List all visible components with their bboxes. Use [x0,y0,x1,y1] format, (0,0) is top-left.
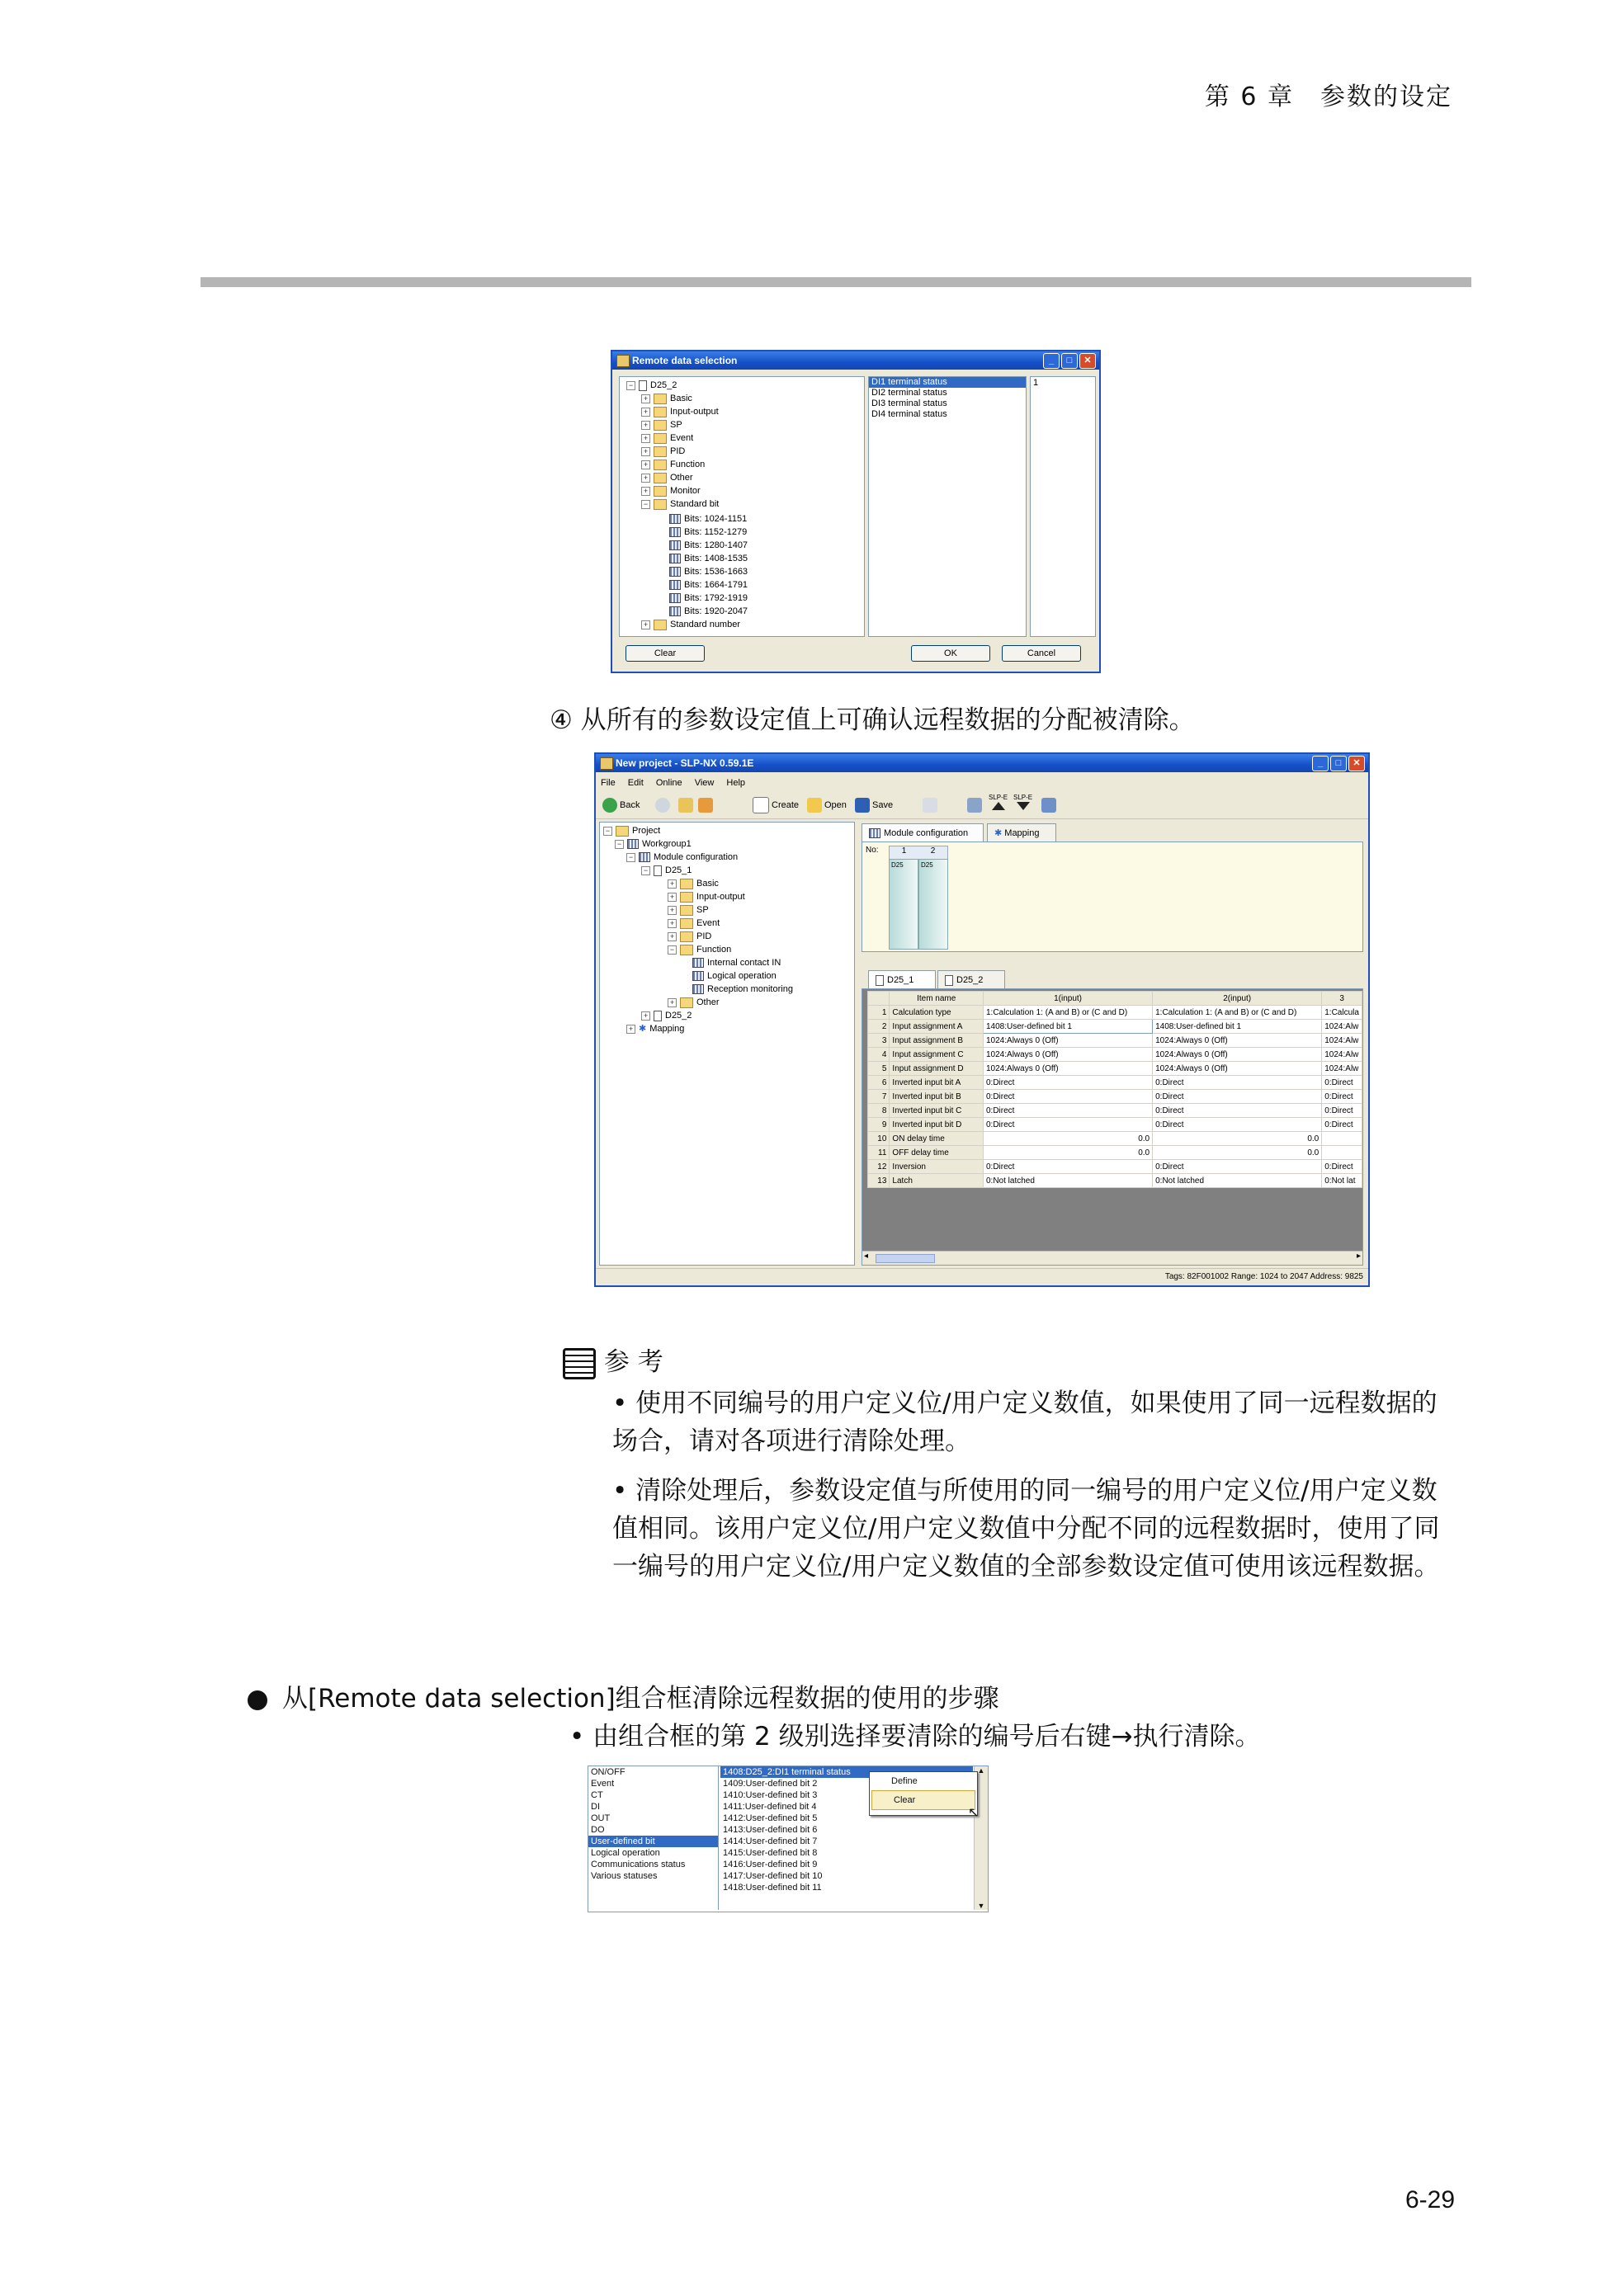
grid-icon [692,971,704,981]
scroll-right-icon[interactable]: ▸ [1356,1252,1361,1261]
collapse-icon[interactable]: − [641,500,650,509]
chapter-header: 第 6 章 参数的设定 [1204,83,1452,111]
bits-icon [669,514,681,524]
category-item[interactable]: Communications status [591,1860,686,1869]
close-icon[interactable]: ✕ [1079,353,1096,369]
device-icon [639,380,647,391]
collapse-icon[interactable]: − [641,866,650,875]
upload-arrow-icon [992,802,1005,810]
value-cell[interactable]: 1024:Always 0 (Off) [984,1062,1153,1076]
tree-folder-item[interactable]: + Basic [668,877,719,890]
folder-icon [654,486,667,497]
table-row [868,1118,1362,1132]
value-cell[interactable]: 0:Direct [1153,1104,1322,1118]
category-item[interactable]: DO [591,1825,605,1835]
tree-folder-item[interactable]: + Input-output [668,890,745,903]
device-icon [945,975,953,986]
value-cell[interactable] [1322,1146,1362,1160]
create-button[interactable]: Create [753,797,799,813]
tree-function-item[interactable]: Logical operation [692,969,777,983]
dialog-title: Remote data selection [632,355,738,366]
folder-icon [654,407,667,417]
value-cell[interactable]: 0:Direct [984,1160,1153,1174]
parameter-grid-pane[interactable] [862,988,1363,1266]
category-item[interactable]: Logical operation [591,1848,660,1858]
close-icon[interactable]: ✕ [1348,756,1365,771]
folder-up-icon [678,798,693,813]
menu-item-define[interactable]: Define [891,1776,918,1786]
item-name-cell: OFF delay time [890,1146,984,1160]
row-number: 6 [868,1076,890,1090]
bits-icon [669,554,681,563]
category-item[interactable]: User-defined bit [588,1836,718,1847]
device-icon [876,975,884,986]
slot-number-label: No: [866,846,879,855]
number-item[interactable]: 1417:User-defined bit 10 [723,1871,823,1881]
number-item[interactable]: 1415:User-defined bit 8 [723,1848,818,1858]
item-name-cell: Latch [890,1174,984,1188]
module-slot-2[interactable]: D25 [918,859,948,950]
collapse-icon[interactable]: − [603,827,612,836]
row-number: 13 [868,1174,890,1188]
toolbar [596,792,1368,819]
number-item[interactable]: 1409:User-defined bit 2 [723,1779,818,1789]
tree-module-configuration[interactable]: − Module configuration [626,851,738,864]
item-name-cell: Input assignment C [890,1048,984,1062]
tree-folder-item[interactable]: + SP [668,903,709,917]
reference-note [563,1343,1471,1586]
minimize-icon[interactable]: _ [1312,756,1329,771]
tree-folder-item[interactable]: + Monitor [641,484,701,497]
menu-item-clear[interactable]: Clear [871,1790,975,1810]
item-name-cell: ON delay time [890,1132,984,1146]
tree-project[interactable]: − Project [603,824,660,837]
column-header[interactable]: 2(input) [1153,992,1322,1006]
tree-folder-item[interactable]: + Function [641,458,705,471]
expand-icon[interactable]: + [668,932,677,941]
expand-icon[interactable]: + [641,460,650,469]
chart-button[interactable] [967,797,984,813]
module-configuration-panel [862,842,1363,952]
ok-button[interactable]: OK [911,645,990,662]
row-number: 8 [868,1104,890,1118]
note-bullet-1: • 使用不同编号的用户定义位/用户定义数值，如果使用了同一远程数据的场合，请对各项进行清除处理。 [612,1388,1438,1456]
bits-icon [669,593,681,603]
edit-tool-button[interactable] [923,797,940,813]
download-arrow-icon [1017,802,1030,810]
value-cell[interactable]: 0.0 [1153,1132,1322,1146]
expand-icon[interactable]: + [641,447,650,456]
cancel-button[interactable]: Cancel [1002,645,1081,662]
scroll-left-icon[interactable]: ◂ [864,1252,869,1261]
row-number: 11 [868,1146,890,1160]
header-divider [201,277,1471,287]
menu-bar [601,776,755,790]
back-arrow-icon [602,798,617,813]
number-item[interactable]: 1418:User-defined bit 11 [723,1883,822,1893]
category-item[interactable]: Event [591,1779,615,1789]
mouse-cursor-icon: ↖ [968,1806,980,1820]
folder-icon [654,499,667,510]
table-row [868,1048,1362,1062]
folder-icon [680,905,693,916]
folder-icon [654,620,667,630]
table-row [868,1160,1362,1174]
table-row [868,1174,1362,1188]
number-item[interactable]: 1408:D25_2:DI1 terminal status [720,1766,973,1778]
note-bullet-2: • 清除处理后，参数设定值与所使用的同一编号的用户定义位/用户定义数值相同。该用户定义位/用户定义数值中分配不同的远程数据时，使用了同一编号的用户定义位/用户定义数值的全部参数设定值可使用该远程数据。 [612,1476,1440,1582]
tree-bits-item[interactable]: Bits: 1920-2047 [669,605,748,618]
folder-icon [654,473,667,483]
expand-icon[interactable]: + [668,906,677,915]
row-number: 10 [868,1132,890,1146]
value-cell[interactable]: 0:Not lat [1322,1174,1362,1188]
menu-edit[interactable]: Edit [627,778,644,788]
expand-icon[interactable]: + [641,421,650,430]
project-window [594,752,1370,1287]
number-item[interactable]: 1410:User-defined bit 3 [723,1790,818,1800]
tree-bits-item[interactable]: Bits: 1408-1535 [669,552,748,565]
folder-icon [680,918,693,929]
value-cell[interactable]: 1024:Always 0 (Off) [984,1048,1153,1062]
bits-icon [669,580,681,590]
grid-icon [627,839,639,849]
up-folder-button[interactable] [678,797,696,813]
value-cell[interactable]: 1408:User-defined bit 1 [984,1020,1153,1034]
window-title: New project - SLP-NX 0.59.1E [616,757,754,769]
tree-folder-item[interactable]: + Other [641,471,693,484]
value-cell[interactable]: 0.0 [984,1132,1153,1146]
tree-bits-item[interactable]: Bits: 1024-1151 [669,512,747,526]
value-cell[interactable]: 1024:Alw [1322,1062,1362,1076]
value-cell[interactable]: 1024:Always 0 (Off) [1153,1062,1322,1076]
device-icon [654,865,662,876]
value-cell[interactable] [1322,1132,1362,1146]
value-cell[interactable]: 0:Not latched [984,1174,1153,1188]
tree-root[interactable]: − D25_2 [626,379,677,392]
grid-icon [692,984,704,994]
value-cell[interactable]: 0:Direct [1153,1090,1322,1104]
value-cell[interactable]: 0:Direct [1322,1160,1362,1174]
tree-folder-item[interactable]: − Standard bit [641,497,719,511]
page-number: 6-29 [1404,2186,1455,2213]
grid-icon [692,958,704,968]
section-step: • 由组合框的第 2 级别选择要清除的编号后右键→执行清除。 [569,1722,1261,1751]
expand-icon[interactable]: + [641,620,650,629]
forward-button[interactable] [655,797,673,813]
number-item[interactable]: 1414:User-defined bit 7 [723,1836,818,1846]
list-item[interactable]: DI4 terminal status [871,409,947,419]
forward-arrow-icon [655,798,670,813]
tree-workgroup[interactable]: − Workgroup1 [615,837,692,851]
category-item[interactable]: CT [591,1790,603,1800]
list-item[interactable]: DI2 terminal status [871,388,947,398]
step-4-caption: ④ 从所有的参数设定值上可确认远程数据的分配被清除。 [550,705,1195,735]
menu-view[interactable]: View [694,778,715,788]
expand-icon[interactable]: + [668,919,677,928]
value-cell[interactable]: 0:Direct [1153,1118,1322,1132]
expand-icon[interactable]: + [641,408,650,417]
table-row [868,1020,1362,1034]
tree-folder-item[interactable]: + Event [641,431,693,445]
expand-icon[interactable]: + [668,893,677,902]
tree-function-item[interactable]: Internal contact IN [692,956,781,969]
assignment-pane[interactable] [1030,376,1096,637]
item-name-cell: Input assignment A [890,1020,984,1034]
value-cell[interactable]: 1024:Always 0 (Off) [984,1034,1153,1048]
bullet-dot-icon [248,1690,267,1710]
number-item[interactable]: 1416:User-defined bit 9 [723,1860,818,1869]
folder-icon [654,394,667,404]
tree-pane[interactable] [619,376,865,637]
save-disk-icon [855,798,870,813]
item-name-cell: Inverted input bit A [890,1076,984,1090]
back-button[interactable]: Back [602,797,640,813]
row-number: 12 [868,1160,890,1174]
folder-icon [654,460,667,470]
parameter-table [867,991,1362,1188]
tab-module-configuration[interactable]: Module configuration [862,823,984,842]
tree-bits-item[interactable]: Bits: 1792-1919 [669,592,748,605]
value-cell[interactable]: 0:Direct [1153,1160,1322,1174]
menu-help[interactable]: Help [726,778,746,788]
window-titlebar [596,754,1368,772]
collapse-icon[interactable]: − [626,853,635,862]
bits-icon [669,540,681,550]
section-heading: 从[Remote data selection]组合框清除远程数据的使用的步骤 [248,1680,999,1718]
expand-icon[interactable]: + [668,998,677,1007]
row-number: 7 [868,1090,890,1104]
value-cell[interactable]: 1024:Always 0 (Off) [1153,1034,1322,1048]
expand-icon[interactable]: + [626,1025,635,1034]
column-header[interactable]: Item name [890,992,984,1006]
expand-icon[interactable]: + [668,879,677,889]
column-header[interactable]: 1(input) [984,992,1153,1006]
expand-icon[interactable]: + [641,1011,650,1021]
app-icon [600,757,613,770]
item-name-cell: Calculation type [890,1006,984,1020]
expand-icon[interactable]: + [641,434,650,443]
bits-icon [669,567,681,577]
module-slot-1[interactable]: D25 [889,859,918,950]
item-list-pane[interactable] [868,376,1027,637]
maximize-icon[interactable]: □ [1330,756,1347,771]
collapse-icon[interactable]: − [626,381,635,390]
monitor-icon [1041,798,1056,813]
open-folder-icon [807,798,822,813]
value-cell[interactable]: 0:Direct [984,1118,1153,1132]
value-cell[interactable]: 0:Direct [984,1090,1153,1104]
value-cell[interactable]: 1024:Always 0 (Off) [1153,1048,1322,1062]
project-tree-pane[interactable] [599,822,855,1266]
tree-folder-item[interactable]: + PID [668,930,711,943]
scroll-down-icon[interactable]: ▼ [977,1902,985,1910]
value-cell[interactable]: 1024:Alw [1322,1020,1362,1034]
expand-icon[interactable]: + [641,474,650,483]
mapping-icon: ✱ [639,1024,647,1034]
value-cell[interactable]: 1:Calcula [1322,1006,1362,1020]
new-file-icon [753,797,769,813]
value-cell[interactable]: 0:Direct [984,1104,1153,1118]
assignment-value: 1 [1033,378,1039,388]
number-item[interactable]: 1411:User-defined bit 4 [723,1802,817,1812]
header-corner [868,992,890,1006]
horizontal-scrollbar[interactable] [862,1251,1362,1265]
bits-icon [669,606,681,616]
table-row [868,1104,1362,1118]
tab-d25-1[interactable]: D25_1 [868,970,936,988]
table-row [868,1076,1362,1090]
table-row [868,1034,1362,1048]
expand-icon[interactable]: + [641,487,650,496]
category-item[interactable]: Various statuses [591,1871,658,1881]
app-icon [616,355,630,367]
value-cell[interactable]: 0:Not latched [1153,1174,1322,1188]
table-row [868,1062,1362,1076]
tree-bits-item[interactable]: Bits: 1152-1279 [669,526,747,539]
value-cell[interactable]: 0:Direct [1322,1118,1362,1132]
folder-icon [680,945,693,955]
folder-icon [680,879,693,889]
tree-folder-item[interactable]: − Function [668,943,731,956]
item-name-cell: Inversion [890,1160,984,1174]
chart-icon [967,798,982,813]
upload-button[interactable]: SLP-E [989,794,1008,810]
row-number: 5 [868,1062,890,1076]
row-number: 1 [868,1006,890,1020]
grid-icon [639,852,650,862]
slot-2-label: 2 [930,846,936,856]
scrollbar-thumb[interactable] [876,1254,935,1263]
tab-d25-2[interactable]: D25_2 [937,970,1005,988]
tree-mapping[interactable]: + ✱ Mapping [626,1022,684,1035]
expand-icon[interactable]: + [641,394,650,403]
item-name-cell: Inverted input bit B [890,1090,984,1104]
slot-1-label: 1 [901,846,907,856]
table-row [868,1006,1362,1020]
value-cell[interactable]: 0:Direct [1153,1076,1322,1090]
book-icon [563,1348,596,1379]
column-header[interactable]: 3 [1322,992,1362,1006]
tree-folder-item[interactable]: + PID [641,445,685,458]
value-cell[interactable]: 0:Direct [1322,1076,1362,1090]
pencil-icon [923,798,937,813]
dialog-titlebar [612,351,1099,370]
row-number: 4 [868,1048,890,1062]
value-cell[interactable]: 1:Calculation 1: (A and B) or (C and D) [984,1006,1153,1020]
item-name-cell: Inverted input bit C [890,1104,984,1118]
folder-icon [680,931,693,942]
folder-icon [654,420,667,431]
tree-folder-other[interactable]: + Other [668,996,720,1009]
remote-data-combo [588,1766,989,1912]
tree-folder-item[interactable]: + Input-output [641,405,719,418]
remote-data-selection-dialog [611,350,1101,673]
folder-icon [680,892,693,903]
tree-bits-item[interactable]: Bits: 1280-1407 [669,539,748,552]
collapse-icon[interactable]: − [668,945,677,955]
value-cell[interactable]: 0:Direct [1322,1090,1362,1104]
menu-file[interactable]: File [601,778,616,788]
category-list[interactable] [588,1766,719,1910]
value-cell[interactable]: 0:Direct [1322,1104,1362,1118]
table-row [868,1146,1362,1160]
tree-bits-item[interactable]: Bits: 1664-1791 [669,578,748,592]
category-item[interactable]: DI [591,1802,600,1812]
list-item[interactable]: DI1 terminal status [869,377,1026,388]
value-cell[interactable]: 1024:Alw [1322,1034,1362,1048]
context-menu [869,1771,978,1816]
value-cell[interactable]: 1:Calculation 1: (A and B) or (C and D) [1153,1006,1322,1020]
table-row [868,1090,1362,1104]
value-cell[interactable]: 0.0 [984,1146,1153,1160]
value-cell[interactable]: 1024:Alw [1322,1048,1362,1062]
module-grid-icon [869,828,880,838]
minimize-icon[interactable]: _ [1043,353,1060,369]
maximize-icon[interactable]: □ [1061,353,1078,369]
list-item[interactable]: DI3 terminal status [871,398,947,408]
mapping-icon: ✱ [994,828,1003,838]
save-button[interactable]: Save [855,797,893,813]
item-name-cell: Input assignment D [890,1062,984,1076]
note-heading: 参 考 [563,1343,1471,1381]
item-name-cell: Input assignment B [890,1034,984,1048]
item-name-cell: Inverted input bit D [890,1118,984,1132]
row-number: 3 [868,1034,890,1048]
tree-folder-item[interactable]: + SP [641,418,682,431]
tree-folder-item[interactable]: + Basic [641,392,692,405]
clear-button[interactable]: Clear [626,645,705,662]
tree-item-standard-number[interactable]: + Standard number [641,618,740,631]
number-item[interactable]: 1413:User-defined bit 6 [723,1825,818,1835]
row-number: 2 [868,1020,890,1034]
tab-mapping[interactable]: ✱ Mapping [987,823,1056,842]
monitor-button[interactable] [1041,797,1059,813]
home-button[interactable] [698,797,715,813]
device-icon [654,1011,662,1021]
value-cell[interactable]: 0.0 [1153,1146,1322,1160]
folder-icon [654,433,667,444]
folder-icon [616,826,629,837]
value-cell[interactable]: 0:Direct [984,1076,1153,1090]
value-cell[interactable]: 1408:User-defined bit 1 [1153,1020,1322,1034]
tree-folder-item[interactable]: + Event [668,917,720,930]
collapse-icon[interactable]: − [615,840,624,849]
folder-icon [680,997,693,1008]
folder-icon [654,446,667,457]
row-number: 9 [868,1118,890,1132]
home-icon [698,798,713,813]
category-item[interactable]: OUT [591,1813,611,1823]
open-button[interactable]: Open [807,797,847,813]
scroll-up-icon[interactable]: ▲ [977,1766,985,1775]
tree-device-d25-1[interactable]: − D25_1 [641,864,692,877]
number-item[interactable]: 1412:User-defined bit 5 [723,1813,818,1823]
tree-function-item[interactable]: Reception monitoring [692,983,793,996]
bits-icon [669,527,681,537]
menu-online[interactable]: Online [655,778,682,788]
tree-bits-item[interactable]: Bits: 1536-1663 [669,565,748,578]
tree-device-d25-2[interactable]: + D25_2 [641,1009,692,1022]
table-row [868,1132,1362,1146]
status-bar: Tags: 82F001002 Range: 1024 to 2047 Address: 9825 [596,1268,1368,1285]
download-button[interactable]: SLP-E [1013,794,1032,810]
category-item[interactable]: ON/OFF [591,1767,626,1777]
